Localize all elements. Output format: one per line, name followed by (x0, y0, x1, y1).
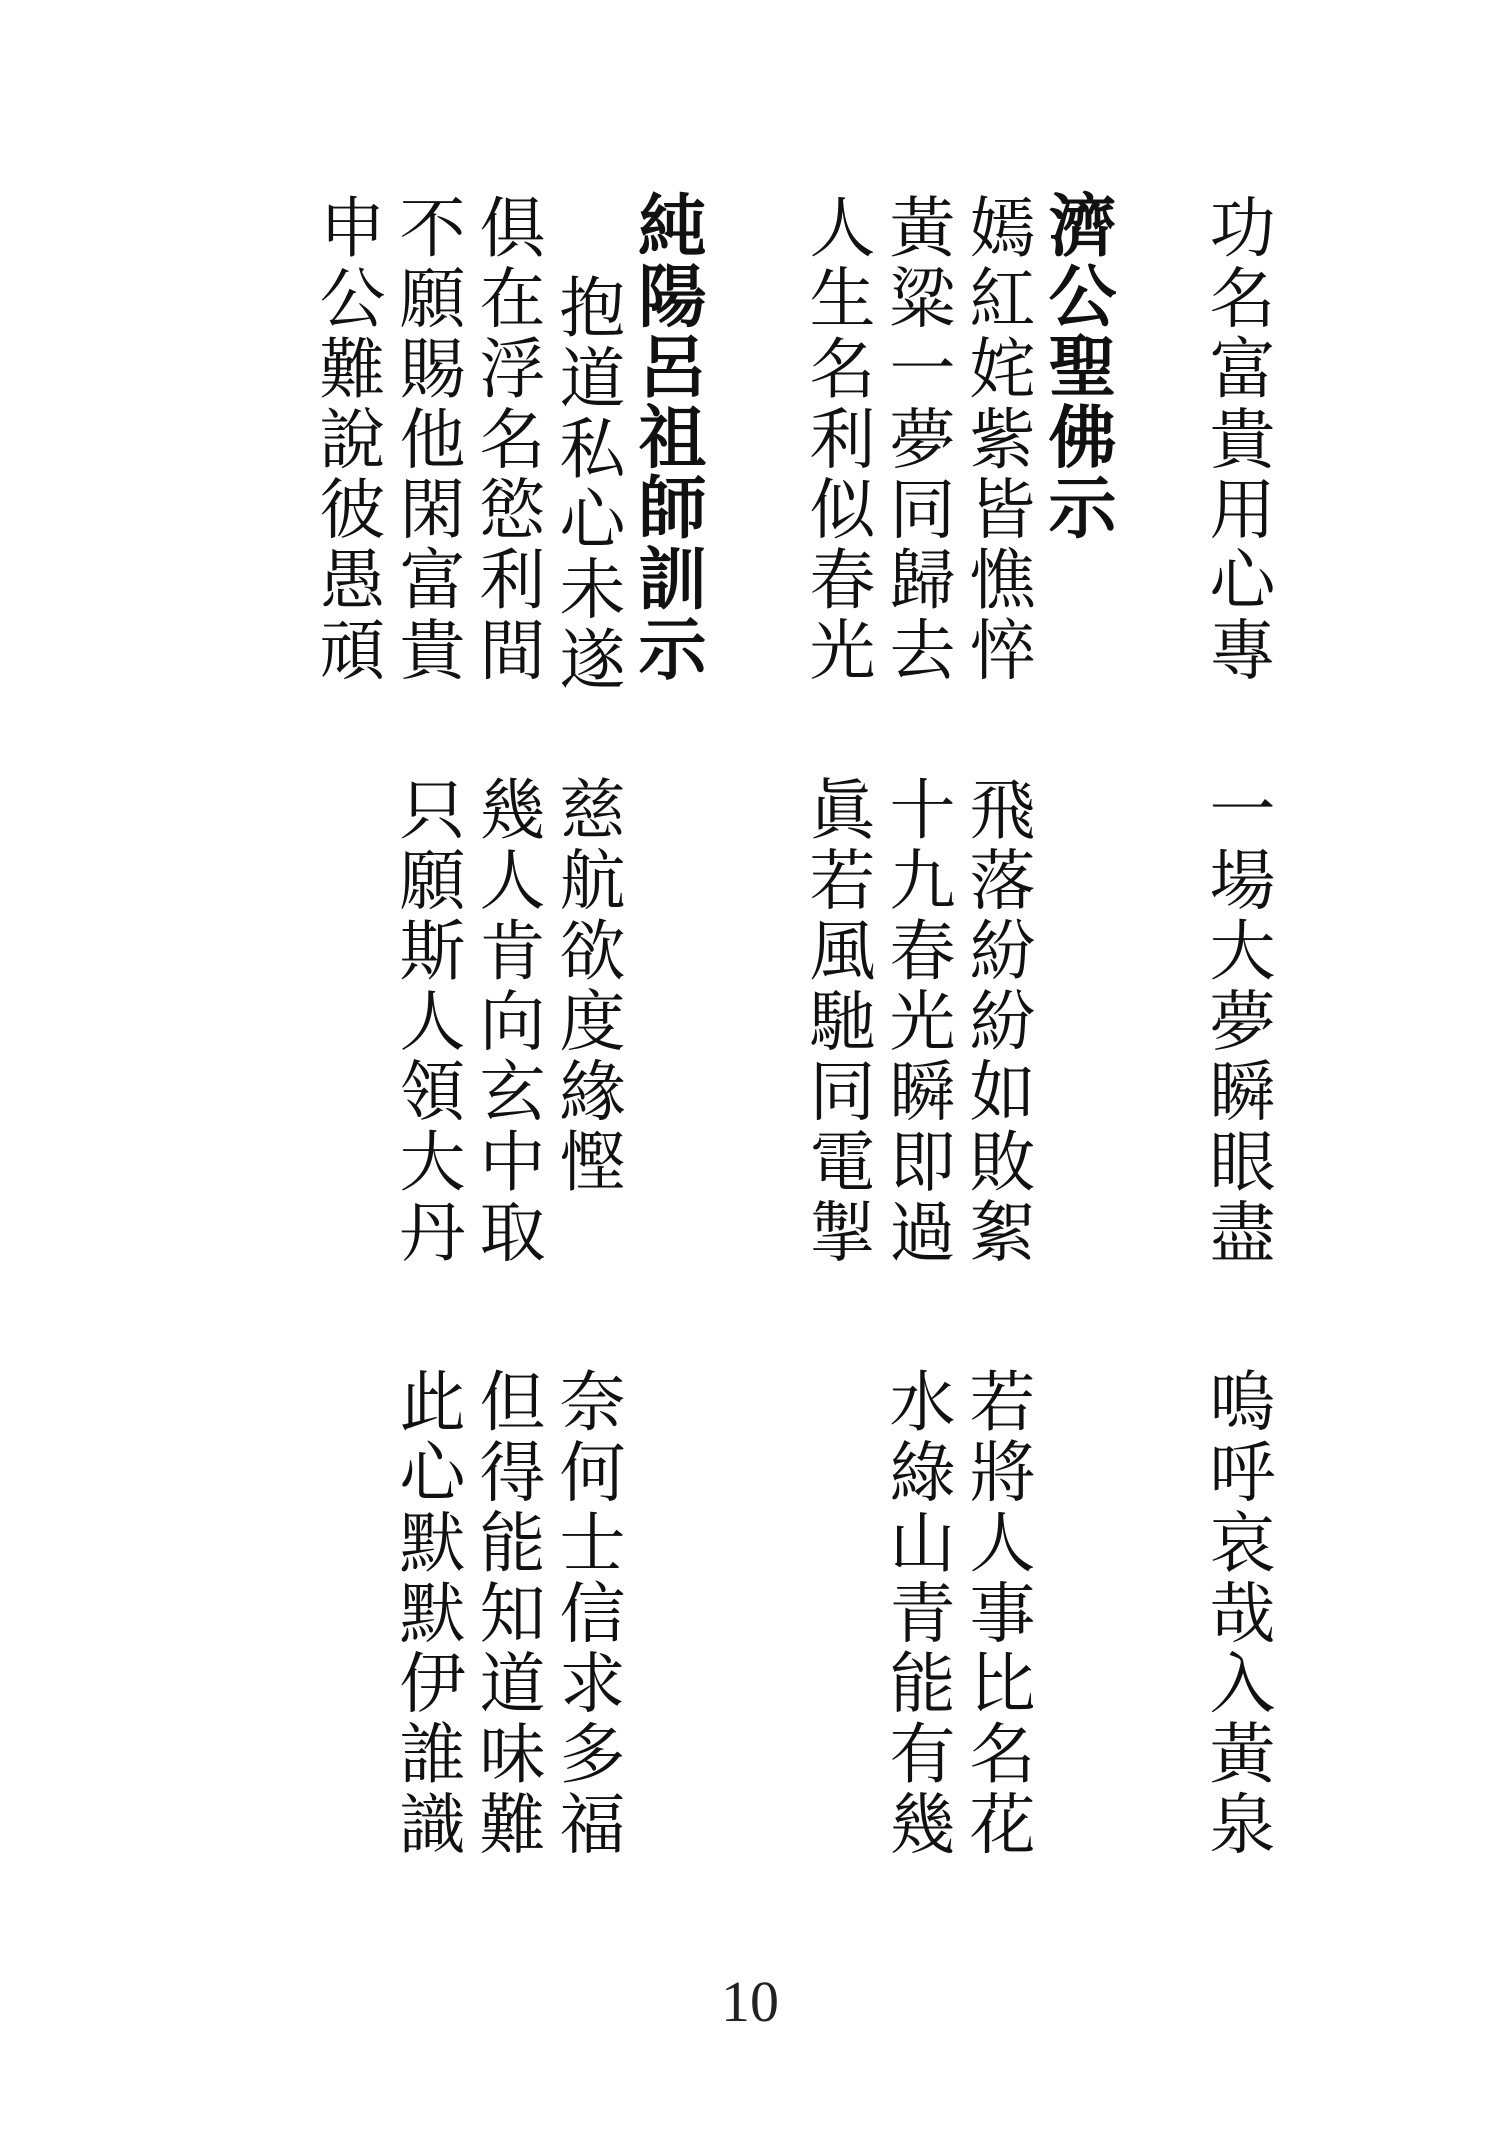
verse-column: 人生名利似春光 (798, 193, 875, 686)
verse-column: 一場大夢瞬眼盡 (1198, 775, 1275, 1268)
verse-column: 黃粱一夢同歸去 (878, 193, 955, 686)
section-title: 濟公聖佛示 (1037, 190, 1116, 543)
verse-column: 但得能知道味難 (468, 1367, 545, 1860)
verse-column: 奈何士信求多福 (548, 1367, 625, 1860)
verse-column: 慈航欲度緣慳 (548, 775, 625, 1198)
verse-column: 水綠山青能有幾 (878, 1367, 955, 1860)
verse-column: 功名富貴用心專 (1198, 193, 1275, 686)
verse-column: 飛落紛紛如敗絮 (958, 775, 1035, 1268)
verse-column: 幾人肯向玄中取 (468, 775, 545, 1268)
section-title: 純陽呂祖師訓示 (627, 190, 706, 685)
verse-column: 申公難說彼愚頑 (308, 193, 385, 686)
verse-column: 嫣紅姹紫皆憔悴 (958, 193, 1035, 686)
verse-column: 十九春光瞬即過 (878, 775, 955, 1268)
verse-column: 若將人事比名花 (958, 1367, 1035, 1860)
verse-column: 此心默默伊誰識 (388, 1367, 465, 1860)
verse-column: 俱在浮名慾利間 (468, 193, 545, 686)
verse-column: 只願斯人領大丹 (388, 775, 465, 1268)
verse-column: 抱道私心未遂 (548, 273, 625, 696)
verse-column: 眞若風馳同電掣 (798, 775, 875, 1268)
verse-column: 不願賜他閑富貴 (388, 193, 465, 686)
verse-column: 嗚呼哀哉入黃泉 (1198, 1367, 1275, 1860)
page-number: 10 (721, 1969, 779, 2034)
